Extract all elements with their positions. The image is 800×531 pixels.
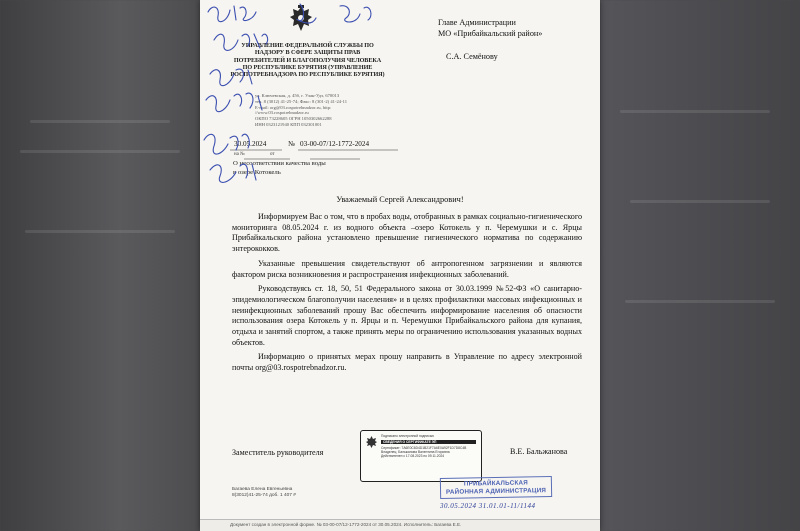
registration-stamp: ПРИБАЙКАЛЬСКАЯ РАЙОННАЯ АДМИНИСТРАЦИЯ [440, 476, 552, 499]
background-right [600, 0, 800, 531]
number-label: № [288, 140, 295, 148]
signature-details: Подписано электронной подписью СВЕДЕНИЯ О СЕРТИФИКАТЕ ЭП Сертификат: 7A6E0C6D4D1B21F7A6E0A92F1D7D8C4B Владелец: Бальжанова Валентина Егоровна Действителен с 17.08.2023 по 09.11.2024 [381, 434, 476, 458]
organization-address: ул. Ключевская, д. 45б, г. Улан-Удэ, 670013 тел. 8 (3012) 41-25-74; Факс: 8 (301-2) 41-24-11 E-mail: org@03.rospotrebnadzor.ru, http: //www.03.rospotrebnadzor.ru ОКПО 73228605 ОГРН 1050302662288 ИНН 0323121940 КПП 032301001 [255, 93, 348, 127]
paragraph: Информируем Вас о том, что в пробах воды, отобранных в рамках социально-гигиенического мониторинга 08.05.2024 г. из водного объекта –озеро Котокель у п. Черемушки и с. Ярцы Прибайкальского района установлено превышение гигиенического норматива по содержанию энтерококков. [232, 212, 582, 254]
letter-date: 30.05.2024 [234, 140, 267, 148]
on-number-label: на № [234, 152, 245, 157]
letter-body [232, 212, 582, 378]
blurred-line [630, 200, 770, 203]
handwritten-annotation-icon [200, 0, 600, 200]
blurred-line [25, 230, 175, 233]
signatory-title: Заместитель руководителя [232, 448, 324, 457]
blurred-line [20, 150, 180, 153]
paragraph: Руководствуясь ст. 18, 50, 51 Федерального закона от 30.03.1999 №52-ФЗ «О санитарно-эпидемиологическом благополучии населения» и в целях профилактики массовых инфекционных и неинфекционных заболеваний прошу Вас обеспечить информирование населения об опасности использования озера Котокель у п. Ярцы и п. Черемушки Прибайкальского района для купания, отдыха и занятий спортом, а также принять меры по ограничению использования указанных водных объектов. [232, 284, 582, 347]
recipient-name: С.А. Семёнову [446, 52, 498, 61]
footer-text: Документ создан в электронной форме. № 03-00-07/12-1772-2024 от 30.05.2024. Исполнитель: Багаева Е.Е. [230, 522, 462, 527]
background-left [0, 0, 200, 531]
blurred-line [620, 110, 770, 113]
blurred-line [625, 300, 775, 303]
registration-handwritten-number: 30.05.2024 31.01.01-11/1144 [440, 502, 536, 510]
emblem-icon [365, 435, 378, 449]
recipient: Главе Администрации МО «Прибайкальский район» [438, 18, 543, 38]
paragraph: Указанные превышения свидетельствуют об антропогенном загрязнении и являются фактором риска возникновения и распространения инфекционных заболеваний. [232, 258, 582, 279]
blurred-line [30, 120, 170, 123]
electronic-signature-stamp [360, 430, 482, 482]
letter-number: 03-00-07/12-1772-2024 [300, 140, 370, 148]
from-label: от [270, 152, 275, 157]
organization-name: УПРАВЛЕНИЕ ФЕДЕРАЛЬНОЙ СЛУЖБЫ ПО НАДЗОРУ В СФЕРЕ ЗАЩИТЫ ПРАВ ПОТРЕБИТЕЛЕЙ И БЛАГОПОЛУЧИЯ ЧЕЛОВЕКА ПО РЕСПУБЛИКЕ БУРЯТИЯ (УПРАВЛЕНИЕ РОСПОТРЕБНАДЗОРА ПО РЕСПУБЛИКЕ БУРЯТИЯ) [230, 42, 385, 79]
letter-page [200, 0, 600, 531]
signatory-name: В.Е. Бальжанова [510, 447, 568, 456]
greeting: Уважаемый Сергей Александрович! [336, 195, 464, 204]
paragraph: Информацию о принятых мерах прошу направить в Управление по адресу электронной почты org@03.rospotrebnadzor.ru. [232, 352, 582, 373]
executor-info: Багаева Елена Евгеньевна 8(3012)41-25-74 доб. 1 407 # [232, 487, 296, 498]
letter-subject: О несоответствии качества воды в озере Котокель [233, 160, 326, 176]
